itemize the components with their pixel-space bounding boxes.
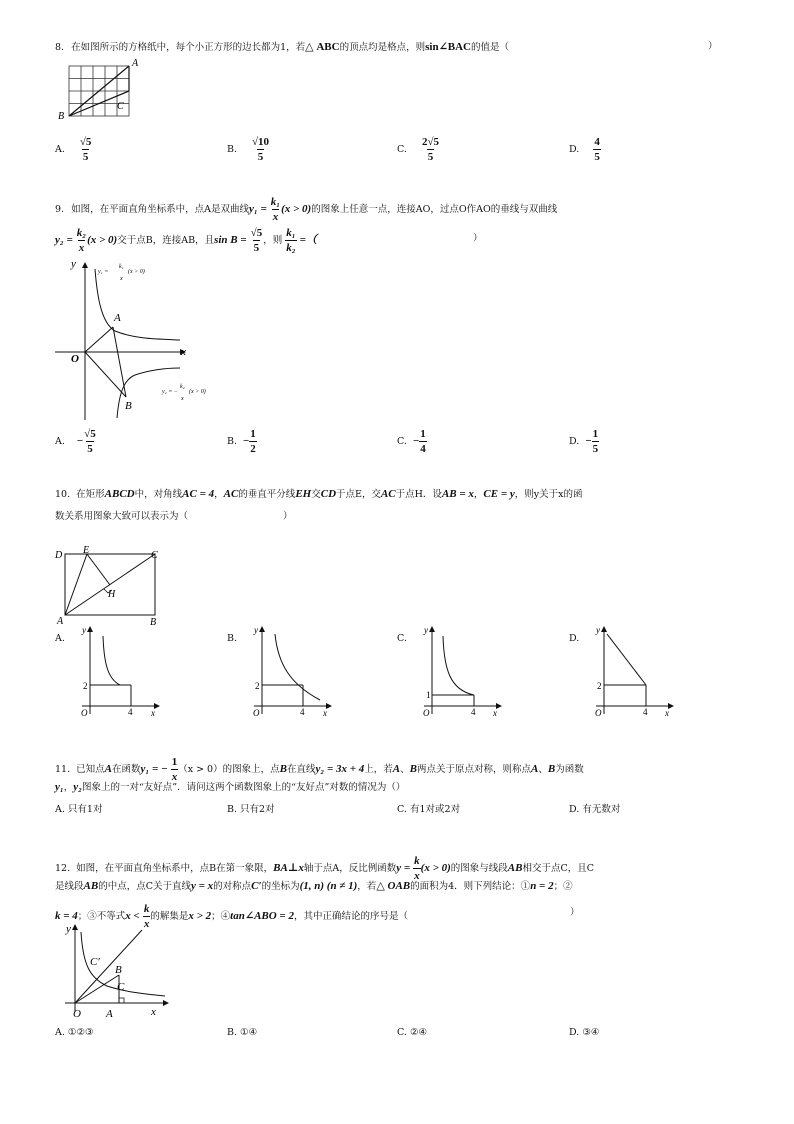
q8-label-B: B bbox=[58, 111, 65, 122]
q8-label-A: A bbox=[132, 58, 139, 69]
q9-axis-x: x bbox=[181, 346, 186, 358]
q11-option-b[interactable]: B. 只有2对 bbox=[227, 804, 275, 815]
q9-hyperbola-figure bbox=[55, 255, 225, 425]
q10a-y: y bbox=[82, 625, 86, 635]
q8-grid-figure bbox=[55, 58, 145, 124]
q12-stem-line1: 12. 如图，在平面直角坐标系中，点B在第一象限，BA⊥x轴于点A，反比例函数y = $\frac{k}{x}$ (x > 0)的图象与线段AB相交于点C，且C bbox=[55, 855, 595, 883]
q12-option-a[interactable]: A. ①②③ bbox=[55, 1027, 94, 1038]
q9-option-c[interactable]: C. − $\frac{1}{4}$ bbox=[397, 428, 426, 456]
q9-option-d[interactable]: D. − $\frac{1}{5}$ bbox=[569, 428, 599, 456]
q10-label-B: B bbox=[150, 617, 157, 628]
q10-stem-line1: 10. 在矩形ABCD中，对角线AC = 4，AC的垂直平分线EH交CD于点E，交AC于点H．设AB = x，CE = y，则y关于x的函 bbox=[55, 488, 583, 500]
svg-text:k₂: k₂ bbox=[180, 384, 185, 390]
q10-option-a[interactable]: A. bbox=[55, 633, 65, 644]
q11-option-a[interactable]: A. 只有1对 bbox=[55, 804, 103, 815]
q12-close-paren: ） bbox=[570, 907, 580, 918]
q9-option-a[interactable]: A. − $\frac{√5}{5}$ bbox=[55, 428, 96, 456]
q10d-x: x bbox=[665, 708, 669, 718]
q8-option-b[interactable]: B. $\frac{√10}{5}$ bbox=[227, 136, 270, 164]
svg-text:y₂ = −: y₂ = − bbox=[162, 389, 178, 395]
q10d-y: y bbox=[596, 625, 600, 635]
svg-text:(x > 0): (x > 0) bbox=[128, 269, 145, 275]
q9-close-paren: ） bbox=[473, 233, 483, 244]
q11-stem-line1: 11. 已知点A在函数y₁ = − $\frac{1}{x}$ （x > 0）的图象上，点B在直线y₂ = 3x + 4上，若A、B两点关于原点对称，则称点A、B为函数 bbox=[55, 756, 584, 784]
q12-label-B: B bbox=[115, 964, 122, 976]
q12-stem-line2: 是线段AB的中点，点C关于直线y = x的对称点C′的坐标为(1, n) (n ≠ 1)，若△ OAB的面积为4．则下列结论：①n = 2；② bbox=[55, 880, 573, 892]
q12-label-A: A bbox=[106, 1008, 113, 1020]
q10c-xlab: 4 bbox=[471, 707, 476, 717]
q12-axis-y: y bbox=[66, 923, 71, 935]
q10a-x: x bbox=[151, 708, 155, 718]
q10-stem-line2: 数关系用图象大致可以表示为（ bbox=[55, 511, 189, 522]
q10b-ylab: 2 bbox=[255, 681, 260, 691]
q10-option-c[interactable]: C. bbox=[397, 633, 407, 644]
q8-stem: 8. 在如图所示的方格纸中，每个小正方形的边长都为1，若△ ABC的顶点均是格点，则sin∠BAC的值是（ bbox=[55, 41, 510, 53]
q9-label-B: B bbox=[125, 400, 132, 412]
q10c-y: y bbox=[424, 625, 428, 635]
q12-option-b[interactable]: B. ①④ bbox=[227, 1027, 258, 1038]
q10c-O: O bbox=[423, 708, 430, 718]
q10-graph-c bbox=[412, 624, 512, 720]
q11-stem-line2: y₁，y₂图象上的一对“友好点”．请问这两个函数图象上的“友好点”对数的情况为（） bbox=[55, 781, 406, 793]
svg-text:(x > 0): (x > 0) bbox=[189, 389, 206, 395]
q10a-ylab: 2 bbox=[83, 681, 88, 691]
q10-option-b[interactable]: B. bbox=[227, 633, 238, 644]
q12-axis-x: x bbox=[151, 1006, 156, 1018]
q12-coordinate-figure bbox=[55, 920, 175, 1020]
q9-stem-line1: 9. 如图，在平面直角坐标系中，点A是双曲线y₁ = $\frac{\text{k₁}}{x}$ (x > 0)的图象上任意一点，连接AO，过点O作AO的垂线与双曲线 bbox=[55, 196, 558, 224]
q10b-O: O bbox=[253, 708, 260, 718]
q12-origin: O bbox=[73, 1008, 81, 1020]
q10c-x: x bbox=[493, 708, 497, 718]
q10a-xlab: 4 bbox=[128, 707, 133, 717]
q12-label-Cprime: C′ bbox=[90, 956, 100, 968]
q10d-ylab: 2 bbox=[597, 681, 602, 691]
q10c-ylab: 1 bbox=[426, 690, 431, 700]
q12-option-d[interactable]: D. ③④ bbox=[569, 1027, 600, 1038]
q10b-x: x bbox=[323, 708, 327, 718]
q10-label-H: H bbox=[108, 589, 116, 600]
q9-curve-label-2 bbox=[161, 384, 206, 402]
q8-label-C: C bbox=[117, 101, 124, 112]
q10-rectangle-figure bbox=[55, 546, 175, 628]
q10-graph-b bbox=[242, 624, 342, 720]
svg-text:x: x bbox=[120, 276, 123, 282]
q11-option-c[interactable]: C. 有1对或2对 bbox=[397, 804, 461, 815]
q8-close-paren: ） bbox=[708, 41, 718, 52]
q10d-xlab: 4 bbox=[643, 707, 648, 717]
q10-label-D: D bbox=[55, 550, 63, 561]
q12-stem-line3: k = 4；③不等式x < $\frac{k}{x}$ 的解集是x > 2；④tan∠ABO = 2，其中正确结论的序号是（ bbox=[55, 903, 408, 931]
q8-option-a[interactable]: A. $\frac{√5}{5}$ bbox=[55, 136, 92, 164]
q10-graph-d bbox=[584, 624, 684, 720]
q10-label-E: E bbox=[83, 545, 90, 556]
q9-curve-label-1 bbox=[97, 264, 145, 282]
q12-label-C: C bbox=[117, 981, 125, 993]
svg-text:x: x bbox=[181, 396, 184, 402]
q10-graph-a bbox=[70, 624, 170, 720]
q10-label-C: C bbox=[151, 550, 158, 561]
q9-label-A: A bbox=[114, 312, 121, 324]
q9-stem-line2: y₂ = $\frac{\text{k₂}}{x}$ (x > 0)交于点B，连接AB，且sin B = $\frac{√5}{5}$ ，则 $\frac{\text{k₁}}{\text{k₂}}$ =（ bbox=[55, 227, 317, 255]
svg-text:y₁ =: y₁ = bbox=[98, 269, 109, 275]
q11-option-d[interactable]: D. 有无数对 bbox=[569, 804, 621, 815]
q10b-xlab: 4 bbox=[300, 707, 305, 717]
q8-option-c[interactable]: C. $\frac{2√5}{5}$ bbox=[397, 136, 439, 164]
q10-label-A: A bbox=[57, 616, 64, 627]
q10-option-d[interactable]: D. bbox=[569, 633, 580, 644]
q10-close-paren: ） bbox=[283, 511, 293, 522]
svg-text:k₁: k₁ bbox=[119, 264, 124, 270]
q9-origin: O bbox=[71, 353, 79, 365]
q9-option-b[interactable]: B. − $\frac{1}{2}$ bbox=[227, 428, 256, 456]
q10d-O: O bbox=[595, 708, 602, 718]
q10b-y: y bbox=[254, 625, 258, 635]
q10a-O: O bbox=[81, 708, 88, 718]
q8-option-d[interactable]: D. $\frac{4}{5}$ bbox=[569, 136, 600, 164]
q12-option-c[interactable]: C. ②④ bbox=[397, 1027, 428, 1038]
q9-axis-y: y bbox=[71, 258, 76, 270]
